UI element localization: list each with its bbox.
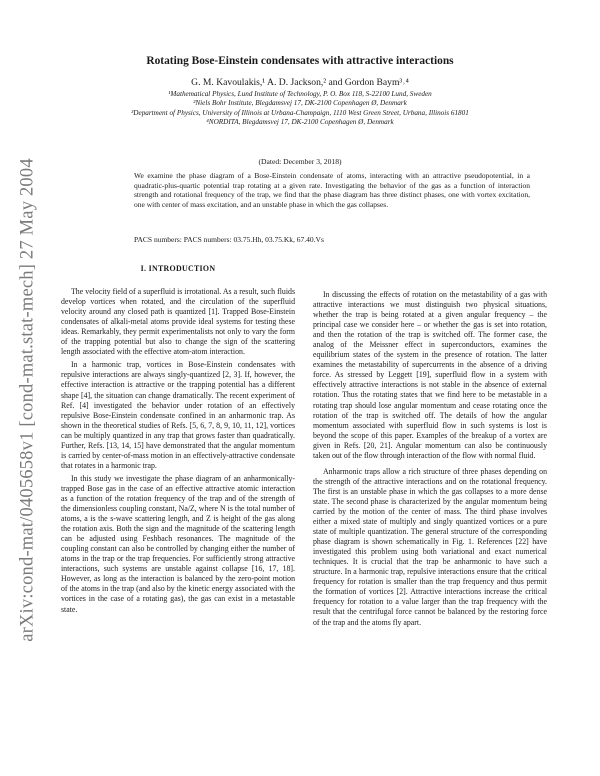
affiliation-line: ⁴NORDITA, Blegdamsvej 17, DK-2100 Copenhagen Ø, Denmark	[206, 118, 394, 127]
section-heading: I. INTRODUCTION	[140, 264, 216, 273]
left-column	[61, 264, 295, 615]
paragraph: In this study we investigate the phase diagram of an anharmonically-trapped Bose gas in the case of an effective attractive atomic interaction as a function of the rotation frequency of the trap and of the strength of the dimensionless coupling constant, Na/Z, where N is the total number of atoms, a is the s-wave scattering length, and Z is height of the gas along the rotation axis. Both the sign and the magnitude of the scattering length can be adjusted using Feshbach resonances. The magnitude of the coupling constant can also be controlled by changing either the number of atoms in the trap or the trap frequencies. For sufficiently strong attractive interactions, such systems are unstable against collapse [16, 17, 18]. However, as long as the interaction is balanced by the zero-point motion of the atoms in the trap (and also by the kinetic energy associated with the vortices in the case of a rotating gas), the gas can exist in a metastable state.	[61, 473, 295, 614]
abstract: We examine the phase diagram of a Bose-Einstein condensate of atoms, interacting with an attractive pseudopotential, in a quadratic-plus-quartic potential trap rotating at a given rate. Investigating the behavior of the gas as a function of interaction strength and rotational frequency of the trap, we find that the phase diagram has three distinct phases, one with vortex excitation, one with center of mass excitation, and an unstable phase in which the gas collapses.	[134, 171, 530, 209]
paragraph: Anharmonic traps allow a rich structure of three phases depending on the strength of the attractive interactions and on the rotational frequency. The first is an unstable phase in which the gas collapses to a more dense state. The second phase is characterized by the angular momentum being carried by the motion of the center of mass. The third phase involves either a mixed state of multiply and singly quantized vortices or a pure state of multiple quantization. The general structure of the corresponding phase diagram is shown schematically in Fig. 1. References [22] have investigated this problem using both variational and exact numerical techniques. It is crucial that the trap be anharmonic to have such a structure. In a harmonic trap, repulsive interactions ensure that the critical frequency for rotation is smaller than the trap frequency and thus permit the formation of vortices [2]. Attractive interactions increase the critical frequency for rotation to a value larger than the trap frequency with the result that the centrifugal force cannot be balanced by the restoring force of the trap and the atoms fly apart.	[313, 466, 547, 627]
right-column	[313, 264, 547, 628]
arxiv-identifier-stamp	[8, 120, 48, 680]
dated-line: (Dated: December 3, 2018)	[258, 157, 342, 166]
paragraph: In discussing the effects of rotation on the metastability of a gas with attractive interactions we must distinguish two physical situations, whether the trap is being rotated at a given angular frequency – the principal case we consider here – or whether the gas is set into rotation, and then the rotation of the trap is switched off. The former case, the analog of the Meissner effect in superconductors, examines the equilibrium states of the system in the presence of rotation. The latter examines the metastability of supercurrents in the absence of a driving force. As stressed by Leggett [19], superfluid flow in a system with effectively attractive interactions is not stable in the absence of external rotation. Thus the rotating states that we find here to be metastable in a rotating trap should lose angular momentum and cease rotating once the rotation of the trap is switched off. The details of how the angular momentum associated with superfluid flow in such systems is lost is beyond the scope of this paper. Examples of the breakup of a vortex are given in Refs. [20, 21]. Angular momentum can also be continuously taken out of the flow through interaction of the flow with normal fluid.	[313, 290, 547, 460]
author-list: G. M. Kavoulakis,¹ A. D. Jackson,² and Gordon Baym³˒⁴	[191, 77, 409, 88]
affiliations	[0, 90, 600, 128]
affiliation-line: ²Niels Bohr Institute, Blegdamsvej 17, DK-2100 Copenhagen Ø, Denmark	[193, 99, 407, 108]
affiliation-line: ¹Mathematical Physics, Lund Institute of Technology, P. O. Box 118, S-22100 Lund, Sweden	[168, 90, 432, 98]
paragraph: The velocity field of a superfluid is irrotational. As a result, such fluids develop vortices when rotated, and the circulation of the superfluid velocity around any closed path is quantized [1]. Trapped Bose-Einstein condensates of alkali-metal atoms provide ideal systems for testing these ideas. Remarkably, they permit experimentalists not only to vary the form of the trapping potential but also to change the sign of the scattering length associated with the effective atom-atom interaction.	[61, 287, 295, 357]
affiliation-line: ³Department of Physics, University of Illinois at Urbana-Champaign, 1110 West Green Street, Urbana, Illinois 61801	[131, 108, 469, 117]
paper-title: Rotating Bose-Einstein condensates with attractive interactions	[146, 55, 454, 67]
paragraph: In a harmonic trap, vortices in Bose-Einstein condensates with repulsive interactions are always singly-quantized [2, 3]. If, however, the effective interaction is attractive or the trapping potential has a different shape [4], the situation can change dramatically. The recent experiment of Ref. [4] investigated the behavior under rotation of an effectively repulsive Bose-Einstein condensate confined in an anharmonic trap. As shown in the theoretical studies of Refs. [5, 6, 7, 8, 9, 10, 11, 12], vortices can be multiply quantized in any trap that grows faster than quadratically. Further, Refs. [13, 14, 15] have demonstrated that the angular momentum is carried by center-of-mass motion in an effectively-attractive condensate that rotates in a harmonic trap.	[61, 360, 295, 470]
arxiv-identifier-text: arXiv:cond-mat/0405658v1 [cond-mat.stat-mech] 27 May 2004	[17, 158, 38, 642]
pacs-numbers: PACS numbers: PACS numbers: 03.75.Hh, 03.75.Kk, 67.40.Vs	[134, 235, 324, 244]
